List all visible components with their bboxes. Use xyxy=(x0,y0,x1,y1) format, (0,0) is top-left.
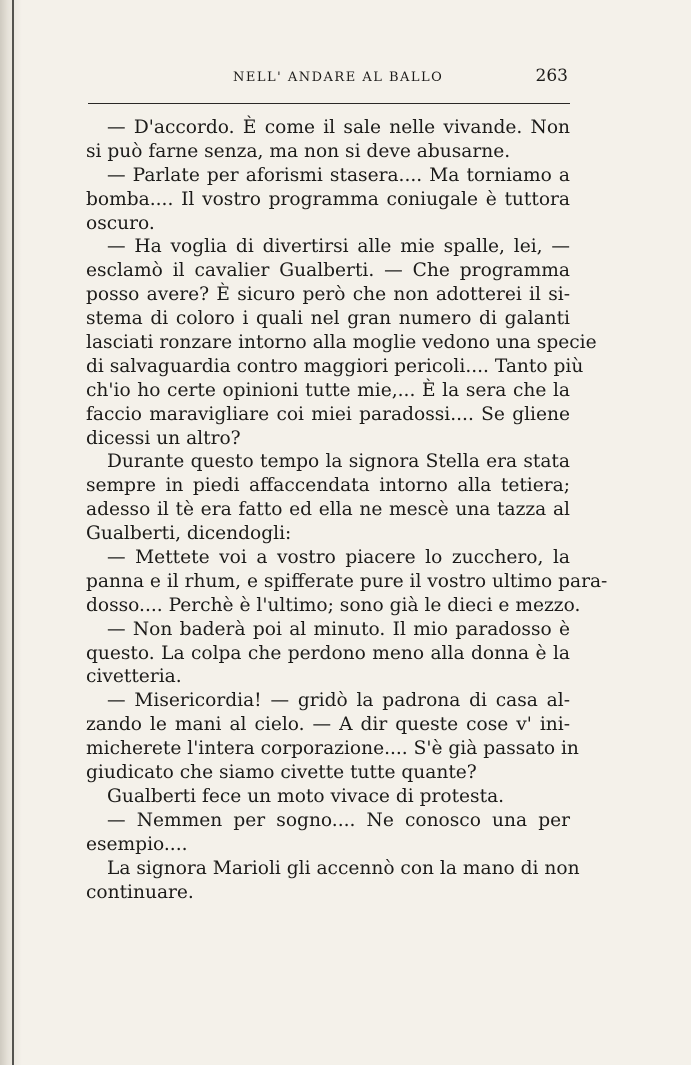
text-line: ch'io ho certe opinioni tutte mie,... È la sera che la xyxy=(86,379,570,401)
text-line: zando le mani al cielo. — A dir queste cose v' ini- xyxy=(86,714,570,736)
text-line: — Mettete voi a vostro piacere lo zucchero, la xyxy=(107,547,570,569)
text-line: si può farne senza, ma non si deve abusarne. xyxy=(86,140,511,162)
running-head xyxy=(88,66,568,90)
text-line: Gualberti fece un moto vivace di protesta. xyxy=(107,785,505,807)
text-line: — Ha voglia di divertirsi alle mie spalle, lei, — xyxy=(107,236,570,258)
text-line: faccio maravigliare coi miei paradossi.... Se gliene xyxy=(86,403,570,425)
running-title: NELL' ANDARE AL BALLO xyxy=(233,70,444,85)
header-rule xyxy=(88,103,570,104)
text-line: lasciati ronzare intorno alla moglie vedono una specie xyxy=(86,332,597,354)
text-line: Gualberti, dicendogli: xyxy=(86,523,292,545)
text-line: civetteria. xyxy=(86,666,182,688)
text-line: micherete l'intera corporazione.... S'è già passato in xyxy=(86,738,579,760)
text-line: giudicato che siamo civette tutte quante? xyxy=(86,762,477,784)
text-line: panna e il rhum, e spifferate pure il vostro ultimo para- xyxy=(86,570,608,592)
text-line: La signora Marioli gli accennò con la mano di non xyxy=(107,857,580,879)
text-line: Durante questo tempo la signora Stella era stata xyxy=(107,451,570,473)
text-line: — Non baderà poi al minuto. Il mio paradosso è xyxy=(107,618,570,640)
text-line: di salvaguardia contro maggiori pericoli.... Tanto più xyxy=(86,355,584,377)
text-line: esclamò il cavalier Gualberti. — Che programma xyxy=(86,260,570,282)
text-line: — Nemmen per sogno.... Ne conosco una per xyxy=(107,809,570,831)
text-line: oscuro. xyxy=(86,212,155,234)
text-line: adesso il tè era fatto ed ella ne mescè una tazza al xyxy=(86,499,570,521)
body-text xyxy=(86,116,608,904)
text-line: posso avere? È sicuro però che non adotterei il si- xyxy=(86,284,570,306)
page-binding-line xyxy=(12,0,14,1065)
text-line: dosso.... Perchè è l'ultimo; sono già le dieci e mezzo. xyxy=(86,594,581,616)
text-line: sempre in piedi affaccendata intorno alla tetiera; xyxy=(86,475,570,497)
text-line: continuare. xyxy=(86,881,194,903)
page-binding-edge xyxy=(0,0,22,1065)
text-line: esempio.... xyxy=(86,833,188,855)
text-line: — Misericordia! — gridò la padrona di casa al- xyxy=(107,690,570,712)
text-line: — Parlate per aforismi stasera.... Ma torniamo a xyxy=(107,164,570,186)
text-line: bomba.... Il vostro programma coniugale è tuttora xyxy=(86,188,570,210)
text-line: — D'accordo. È come il sale nelle vivande. Non xyxy=(107,117,570,138)
text-line: questo. La colpa che perdono meno alla donna è la xyxy=(86,642,570,664)
text-line: dicessi un altro? xyxy=(86,427,241,449)
text-line: stema di coloro i quali nel gran numero di galanti xyxy=(86,308,570,330)
page-number: 263 xyxy=(535,66,568,86)
